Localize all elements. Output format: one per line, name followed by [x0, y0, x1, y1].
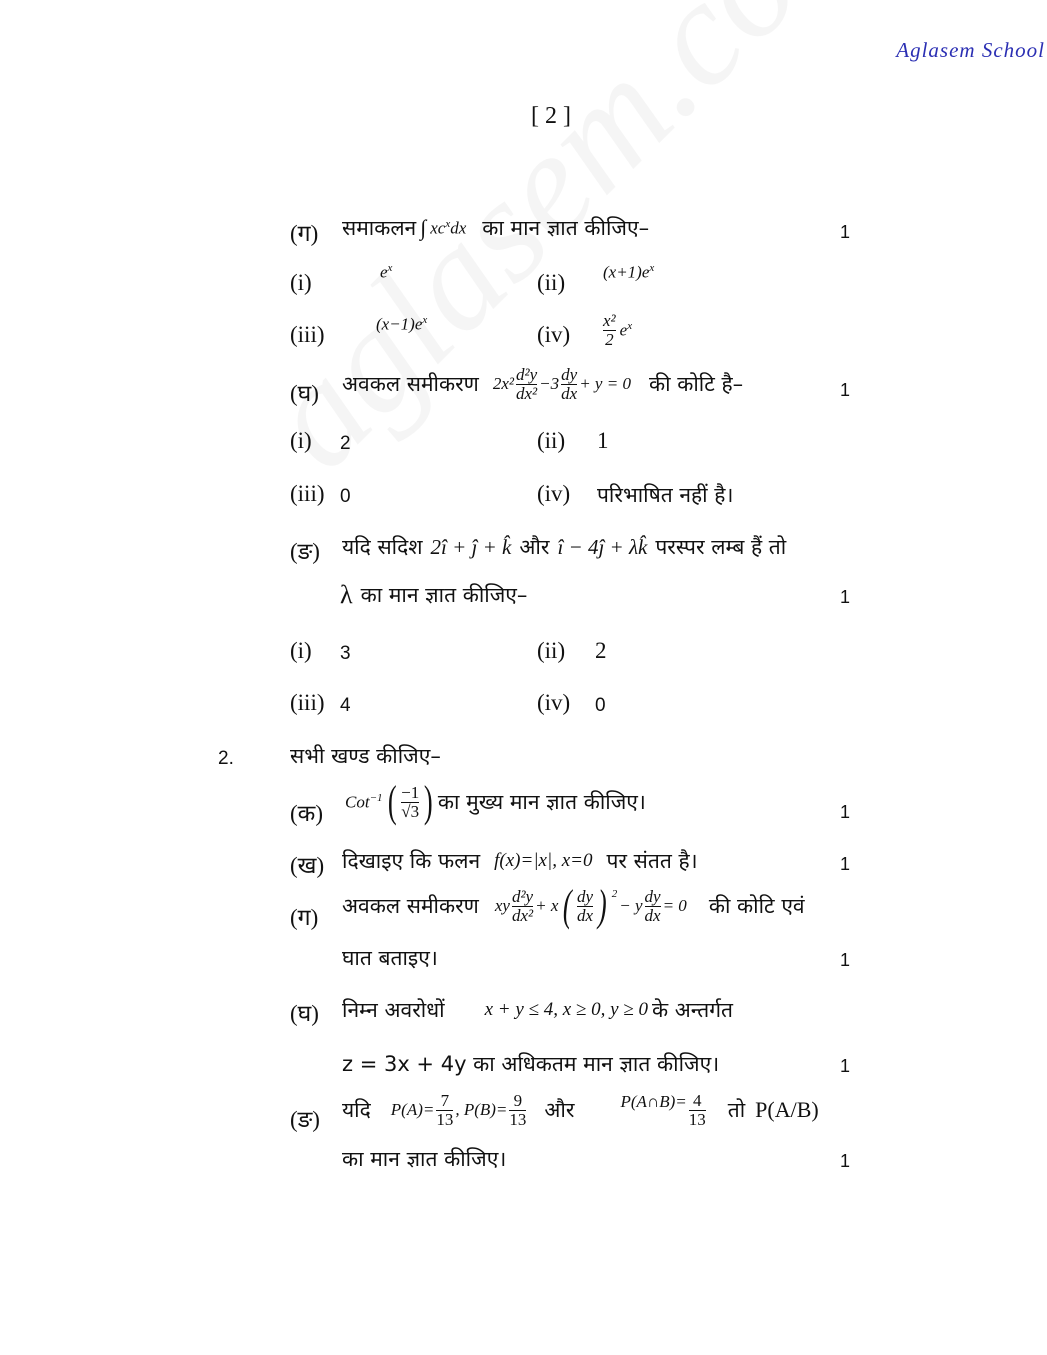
q1-ga-opt-iv-num: x² [603, 311, 616, 330]
q1-nga-text-c: परस्पर लम्ब हैं तो [655, 535, 787, 559]
q1-nga-opt-iv-value: 0 [595, 695, 606, 716]
q2-nga-pab-den: 13 [688, 1109, 706, 1129]
brand-header: Aglasem School [896, 38, 1045, 62]
q1-nga-question-line2 [340, 580, 527, 610]
q2-ga-dx: dx [577, 905, 594, 925]
page-number: [ 2 ] [531, 103, 571, 129]
q2-nga-marks: 1 [840, 1151, 851, 1171]
q1-ga-opt-i-value [380, 262, 392, 283]
q2-nga-text-b: और [544, 1098, 575, 1123]
q2-nga-text-d: का मान ज्ञात कीजिए। [342, 1147, 507, 1171]
q1-ga-opt-i-base: e [380, 262, 388, 282]
q2-kha-text-b: पर संतत है। [606, 849, 698, 873]
q1-gha-d2y: d²y [516, 365, 538, 384]
q2-ga-text-a: अवकल समीकरण [342, 894, 479, 918]
q2-ka-den: √3 [401, 801, 420, 821]
q1-nga-opt-ii-value: 2 [595, 638, 607, 663]
q1-ga-opt-ii-base: (x+1)e [603, 262, 650, 282]
q2-ka-num: −1 [401, 782, 420, 802]
q2-gha-question [342, 996, 733, 1024]
q2-kha-expr: f(x)=|x|, x=0 [494, 850, 593, 871]
q2-title: सभी खण्ड कीजिए– [290, 744, 441, 768]
q1-ga-opt-iv-label: (iv) [537, 322, 571, 347]
q1-nga-marks: 1 [840, 587, 851, 607]
q2-gha-constraints: x + y ≤ 4, x ≥ 0, y ≥ 0 [484, 999, 648, 1020]
q2-ka-text: का मुख्य मान ज्ञात कीजिए। [437, 790, 646, 814]
q1-ga-opt-ii-label: (ii) [537, 270, 566, 295]
q2-nga-pa: P(A)= [390, 1100, 435, 1120]
q2-nga-pab2: P(A/B) [755, 1097, 819, 1123]
q2-ka-cot: Cot [345, 792, 370, 812]
q2-nga-pab: P(A∩B)= [620, 1092, 687, 1111]
q1-gha-opt-i-label: (i) [290, 428, 312, 453]
q1-gha-opt-ii-label: (ii) [537, 428, 566, 453]
q1-nga-label: (ङ) [290, 539, 320, 564]
q1-ga-integrand: xc [430, 218, 446, 238]
q1-ga-opt-i-label: (i) [290, 270, 312, 295]
q1-gha-eq-b: −3 [539, 374, 560, 394]
q2-ga-text-c: घात बताइए। [342, 946, 438, 970]
q2-nga-pab-num: 4 [692, 1091, 702, 1110]
q1-nga-text-d: का मान ज्ञात कीजिए– [360, 583, 528, 607]
q1-gha-opt-iv-label: (iv) [537, 481, 571, 506]
q2-ga-xy: xy [494, 896, 510, 915]
q1-ga-opt-ii-value [603, 262, 654, 283]
q2-kha-question [342, 847, 698, 875]
q1-ga-text-b: का मान ज्ञात कीजिए– [482, 216, 650, 240]
q2-ga-marks: 1 [840, 950, 851, 970]
q1-gha-label: (घ) [290, 381, 319, 406]
q1-gha-text-a: अवकल समीकरण [342, 372, 479, 397]
q2-number: 2. [218, 748, 234, 769]
q1-nga-vec2: î − 4ĵ + λk̂ [557, 534, 648, 559]
q1-nga-text-a: यदि सदिश [342, 535, 423, 559]
q1-nga-opt-iii-label: (iii) [290, 690, 325, 715]
q1-gha-marks: 1 [840, 380, 851, 400]
q2-gha-text-b: के अन्तर्गत [651, 998, 734, 1022]
q2-ka-label: (क) [290, 801, 323, 826]
q2-ga-eq0: = 0 [662, 896, 687, 915]
q1-nga-lambda: λ [340, 580, 353, 609]
q1-gha-opt-iii-value: 0 [340, 486, 351, 507]
q2-gha-text-a: निम्न अवरोधों [342, 998, 445, 1022]
q1-ga-opt-iv-den: 2 [603, 330, 616, 349]
q2-ka-sup: −1 [369, 791, 383, 804]
q1-gha-dy: dy [561, 365, 578, 384]
q2-nga-text-c: तो [727, 1098, 746, 1123]
q1-nga-question [342, 533, 786, 561]
q2-ga-d2y: d²y [511, 886, 534, 906]
q2-gha-text-c: z = 3x + 4y का अधिकतम मान ज्ञात कीजिए। [342, 1052, 720, 1076]
q2-kha-marks: 1 [840, 854, 851, 874]
q2-kha-label: (ख) [290, 853, 325, 878]
q1-ga-opt-iv-sup: x [627, 320, 633, 333]
integral-sign: ∫ [420, 215, 427, 240]
q2-ga-dx-2: dx [644, 905, 661, 925]
q2-ga-dy-2: dy [644, 886, 661, 906]
q2-ga-label: (ग) [290, 905, 319, 930]
q1-nga-opt-iii-value: 4 [340, 695, 351, 716]
q2-ga-dy: dy [577, 886, 594, 906]
q1-ga-opt-iv-tail: e [619, 320, 628, 340]
q1-ga-opt-iv-value [603, 312, 632, 349]
q2-nga-pa-den: 13 [436, 1109, 454, 1129]
q1-gha-text-b: की कोटि है– [648, 372, 744, 397]
q1-ga-opt-iii-label: (iii) [290, 322, 325, 347]
q2-ga-text-b: की कोटि एवं [708, 894, 805, 918]
q1-ga-opt-i-sup: x [387, 262, 393, 274]
q1-gha-opt-ii-value: 1 [597, 428, 609, 453]
q2-ga-plus-x: + x [535, 896, 559, 915]
q2-gha-label: (घ) [290, 1001, 319, 1026]
q2-gha-marks: 1 [840, 1056, 851, 1076]
q1-ga-marks: 1 [840, 222, 851, 242]
q2-nga-pb-num: 9 [513, 1091, 523, 1110]
q1-gha-dx2: dx² [516, 383, 538, 403]
q1-nga-opt-i-label: (i) [290, 638, 312, 663]
q1-ga-label: (ग) [290, 221, 319, 246]
q2-ga-sq: 2 [611, 888, 618, 900]
q2-nga-question [342, 1092, 819, 1129]
q2-ga-minus-y: − y [619, 896, 643, 915]
q1-ga-dx: dx [450, 218, 467, 238]
q2-nga-label: (ङ) [290, 1107, 320, 1132]
q1-ga-text-a: समाकलन [342, 216, 417, 240]
q1-ga-opt-iii-sup: x [422, 314, 428, 326]
q1-gha-opt-iv-value: परिभाषित नहीं है। [597, 483, 734, 507]
q2-nga-pa-num: 7 [440, 1091, 450, 1110]
q1-nga-vec1: 2î + ĵ + k̂ [430, 534, 512, 559]
q1-gha-eq-c: + y = 0 [579, 374, 631, 394]
q1-ga-opt-ii-sup: x [649, 262, 655, 274]
q1-gha-dx: dx [561, 383, 578, 403]
q1-ga-question [342, 214, 649, 242]
q1-gha-eq-a: 2x² [492, 374, 515, 394]
q1-gha-opt-i-value: 2 [340, 433, 351, 454]
q1-ga-sup: x [445, 217, 451, 230]
q1-ga-opt-iii-base: (x−1)e [376, 314, 423, 334]
q1-gha-question [342, 366, 743, 403]
q2-ga-question: अवकल समीकरण xy $\frac{\text{d²y}}{\text{dx²}}$ + x ( $\frac{dy}{dx}$ ) $^2$ − y $\frac{dy}{dx}$ = 0 की कोटि एवं [342, 881, 805, 930]
q1-nga-text-b: और [519, 535, 550, 559]
q1-nga-opt-iv-label: (iv) [537, 690, 571, 715]
q2-kha-text-a: दिखाइए कि फलन [342, 849, 481, 873]
q1-ga-opt-iii-value [376, 314, 427, 335]
q2-ga-dx2: dx² [511, 905, 534, 925]
q2-nga-text-a: यदि [342, 1098, 371, 1123]
watermark [230, 0, 908, 502]
q2-nga-pb-den: 13 [509, 1109, 527, 1129]
q2-nga-pb: , P(B)= [455, 1100, 508, 1120]
q1-nga-opt-ii-label: (ii) [537, 638, 566, 663]
q1-gha-opt-iii-label: (iii) [290, 481, 325, 506]
q1-nga-opt-i-value: 3 [340, 643, 351, 664]
q2-ka-marks: 1 [840, 802, 851, 822]
q2-ka-question: Cot$^{-1}$ ( $\frac{-1}{√3}$ ) का मुख्य मान ज्ञात कीजिए। [345, 777, 646, 826]
